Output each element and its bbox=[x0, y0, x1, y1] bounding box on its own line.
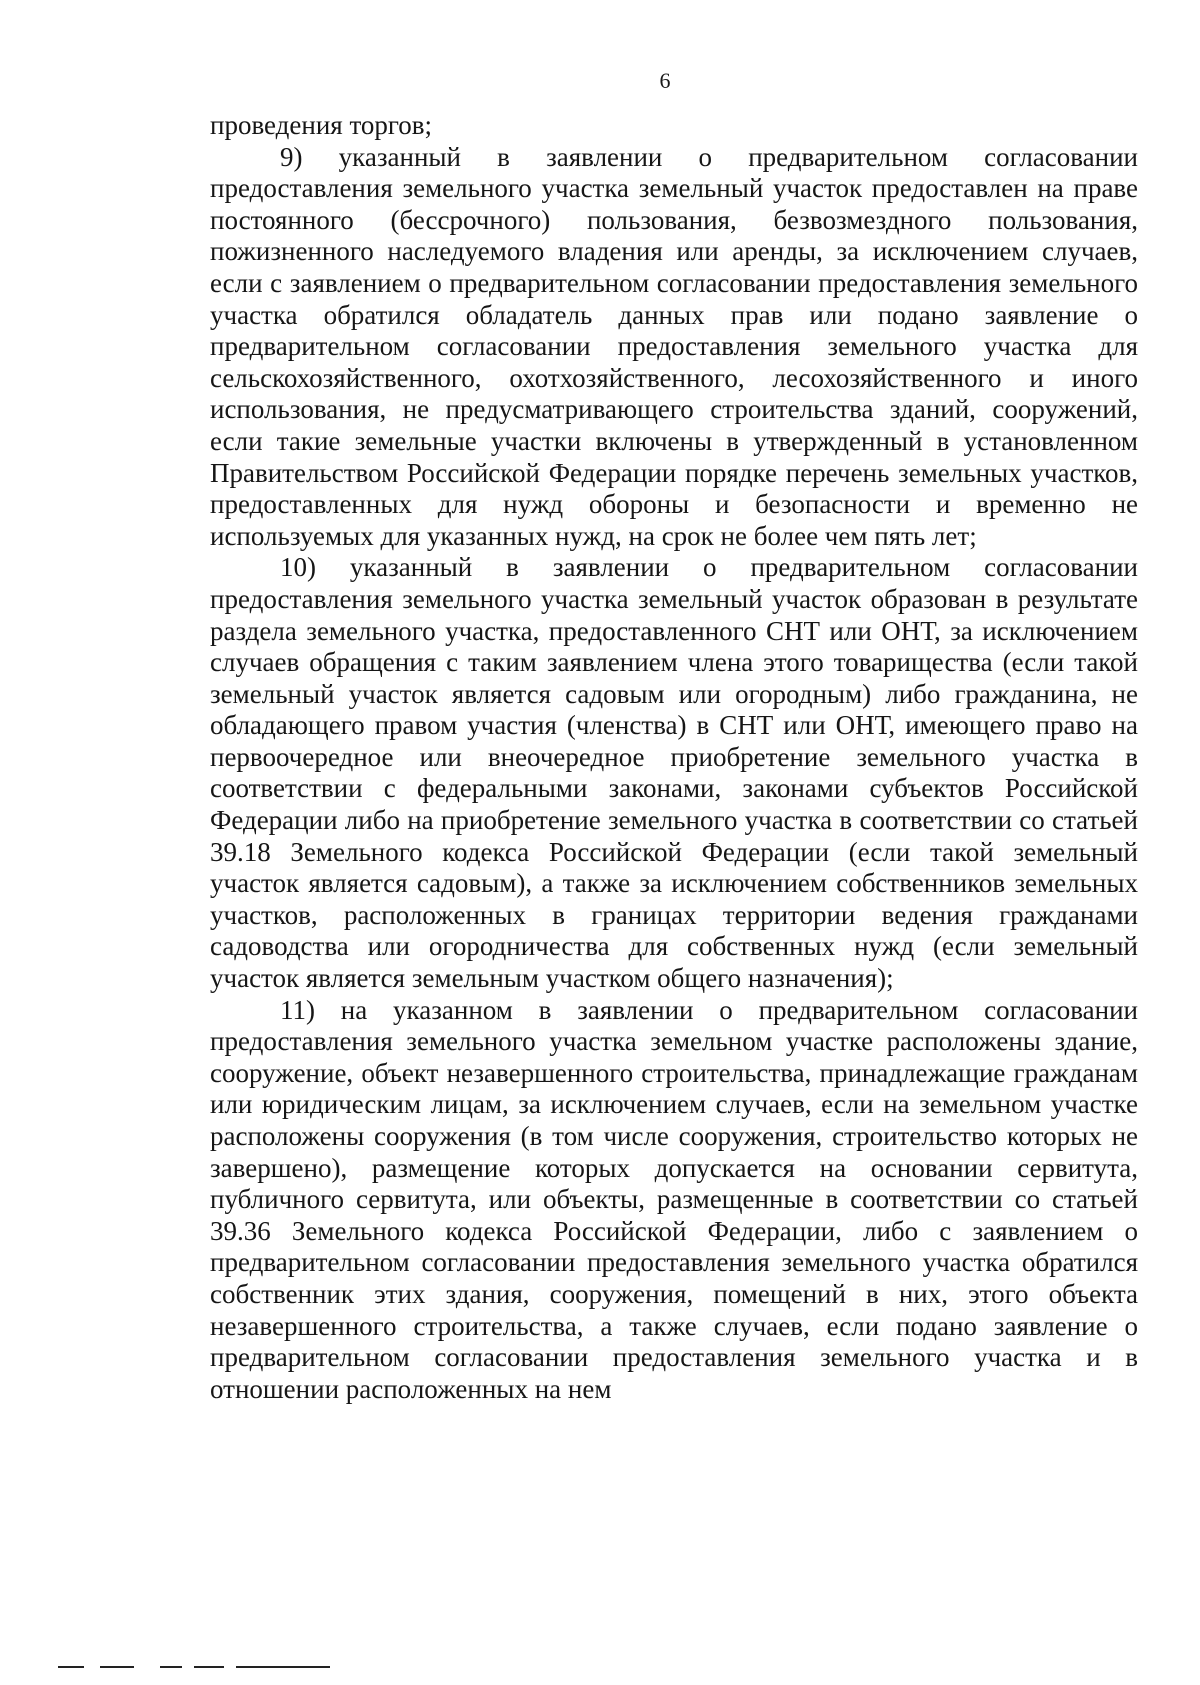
scan-mark bbox=[160, 1666, 182, 1668]
document-body bbox=[210, 110, 1138, 1405]
paragraph-item-11: 11) на указанном в заявлении о предварительном согласовании предоставления земельного участка земельном участке расположены здание, сооружение, объект незавершенного строительства, принадлежащие гражданам или юридическим лицам, за исключением случаев, если на земельном участке расположены сооружения (в том числе сооружения, строительство которых не завершено), размещение которых допускается на основании сервитута, публичного сервитута, или объекты, размещенные в соответствии со статьей 39.36 Земельного кодекса Российской Федерации, либо с заявлением о предварительном согласовании предоставления земельного участка обратился собственник этих здания, сооружения, помещений в них, этого объекта незавершенного строительства, а также случаев, если подано заявление о предварительном согласовании предоставления земельного участка и в отношении расположенных на нем bbox=[210, 994, 1138, 1404]
scan-mark bbox=[58, 1666, 84, 1668]
footer-scan-marks bbox=[0, 1666, 1200, 1668]
paragraph-item-10: 10) указанный в заявлении о предварительном согласовании предоставления земельного участка земельный участок образован в результате раздела земельного участка, предоставленного СНТ или ОНТ, за исключением случаев обращения с таким заявлением члена этого товарищества (если такой земельный участок является садовым или огородным) либо гражданина, не обладающего правом участия (членства) в СНТ или ОНТ, имеющего право на первоочередное или внеочередное приобретение земельного участка в соответствии с федеральными законами, законами субъектов Российской Федерации либо на приобретение земельного участка в соответствии со статьей 39.18 Земельного кодекса Российской Федерации (если такой земельный участок является садовым), а также за исключением собственников земельных участков, расположенных в границах территории ведения гражданами садоводства или огородничества для собственных нужд (если земельный участок является земельным участком общего назначения); bbox=[210, 552, 1138, 994]
scan-mark bbox=[194, 1666, 224, 1668]
paragraph-item-9: 9) указанный в заявлении о предварительном согласовании предоставления земельного участка земельный участок предоставлен на праве постоянного (бессрочного) пользования, безвозмездного пользования, пожизненного наследуемого владения или аренды, за исключением случаев, если с заявлением о предварительном согласовании предоставления земельного участка обратился обладатель данных прав или подано заявление о предварительном согласовании предоставления земельного участка для сельскохозяйственного, охотхозяйственного, лесохозяйственного и иного использования, не предусматривающего строительства зданий, сооружений, если такие земельные участки включены в утвержденный в установленном Правительством Российской Федерации порядке перечень земельных участков, предоставленных для нужд обороны и безопасности и временно не используемых для указанных нужд, на срок не более чем пять лет; bbox=[210, 141, 1138, 551]
paragraph-continuation: проведения торгов; bbox=[210, 110, 433, 140]
page-number: 6 bbox=[659, 68, 671, 93]
scan-mark bbox=[100, 1666, 134, 1668]
scan-mark bbox=[236, 1666, 330, 1668]
